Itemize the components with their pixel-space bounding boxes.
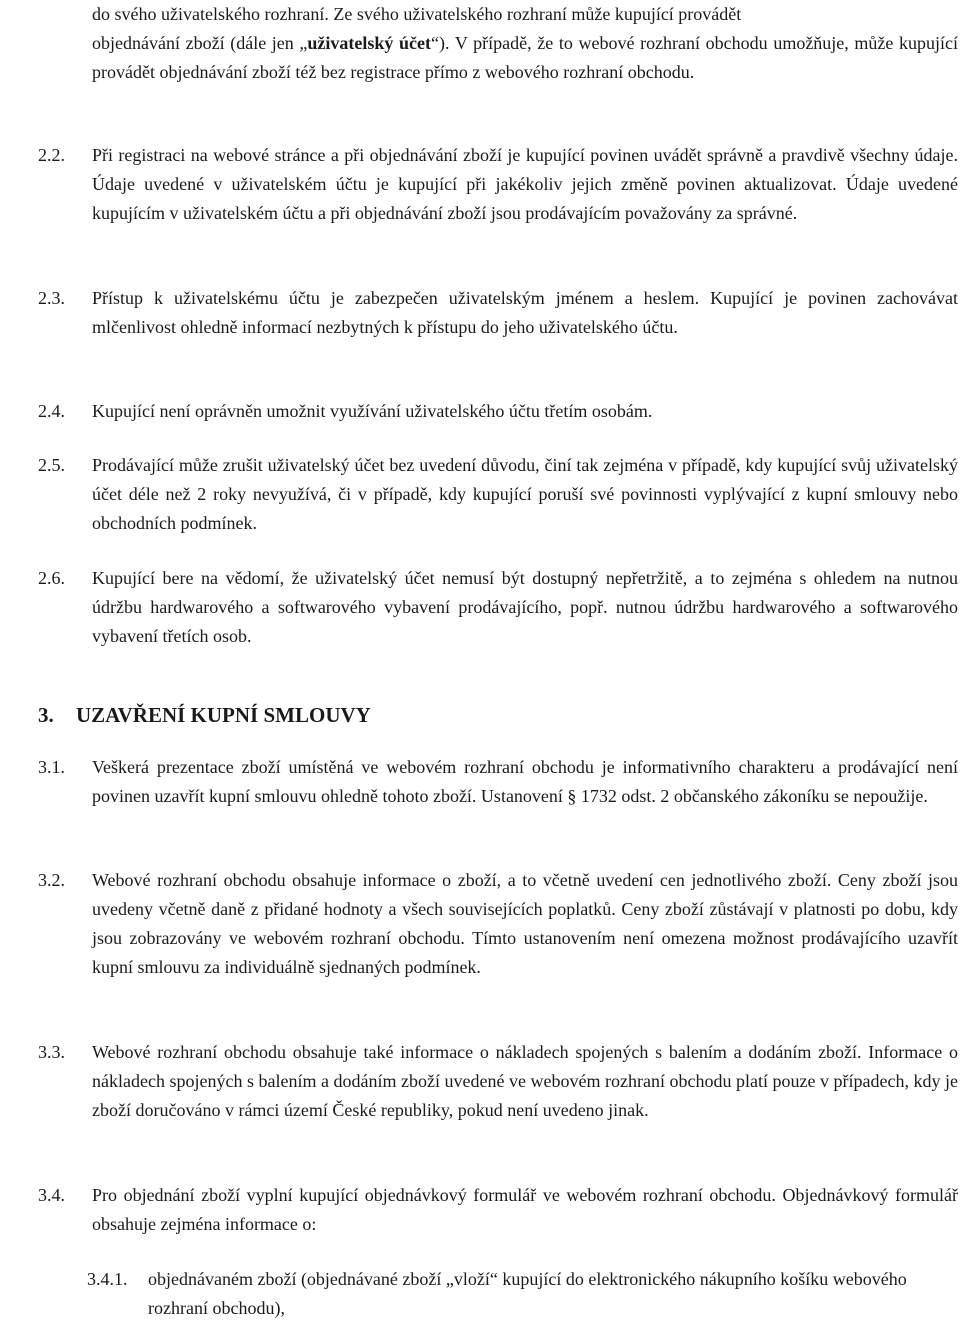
clause-3-2 [38, 866, 958, 982]
clause-number: 2.4. [38, 401, 65, 421]
clause-text: Prodávající může zrušit uživatelský účet bez uvedení důvodu, činí tak zejména v případě, kdy kupující svůj uživatelský účet déle než 2 roky nevyužívá, či v případě, kdy kupující poruší své povinnosti vyplývající z kupní smlouvy nebo obchodních podmínek. [92, 455, 958, 533]
clause-number: 2.6. [38, 568, 65, 588]
clause-text: Veškerá prezentace zboží umístěná ve webovém rozhraní obchodu je informativního charakteru a prodávající není povinen uzavřít kupní smlouvu ohledně tohoto zboží. Ustanovení § 1732 odst. 2 občanského zákoníku se nepoužije. [92, 757, 958, 806]
section-heading-3 [38, 700, 918, 730]
clause-text: Přístup k uživatelskému účtu je zabezpečen uživatelským jménem a heslem. Kupující je povinen zachovávat mlčenlivost ohledně informací nezbytných k přístupu do jeho uživatelského účtu. [92, 288, 958, 337]
intro-paragraph [92, 0, 958, 87]
intro-line2-pre: objednávání zboží (dále jen „ [92, 33, 308, 53]
clause-3-4 [38, 1181, 958, 1239]
clause-2-4 [38, 397, 958, 426]
section-title: UZAVŘENÍ KUPNÍ SMLOUVY [76, 703, 371, 727]
intro-line1: do svého uživatelského rozhraní. Ze svého uživatelského rozhraní může kupující provádět [92, 4, 742, 24]
clause-text: Kupující není oprávněn umožnit využívání uživatelského účtu třetím osobám. [92, 401, 653, 421]
clause-2-3 [38, 284, 958, 342]
clause-text: Při registraci na webové stránce a při objednávání zboží je kupující povinen uvádět správně a pravdivě všechny údaje. Údaje uvedené v uživatelském účtu je kupující při jakékoliv jejich změně povinen aktualizovat. Údaje uvedené kupujícím v uživatelském účtu a při objednávání zboží jsou prodávajícím považovány za správné. [92, 145, 958, 223]
clause-3-3 [38, 1038, 958, 1125]
clause-number: 2.5. [38, 455, 65, 475]
clause-number: 3.1. [38, 757, 65, 777]
clause-number: 3.2. [38, 870, 65, 890]
clause-number: 2.2. [38, 145, 65, 165]
clause-3-4-1 [87, 1265, 958, 1323]
clause-2-2 [38, 141, 958, 228]
clause-number: 2.3. [38, 288, 65, 308]
clause-2-5 [38, 451, 958, 538]
clause-text: Webové rozhraní obchodu obsahuje informace o zboží, a to včetně uvedení cen jednotlivého zboží. Ceny zboží jsou uvedeny včetně daně z přidané hodnoty a všech souvisejících poplatků. Ceny zboží zůstávají v platnosti po dobu, kdy jsou zobrazovány ve webovém rozhraní obchodu. Tímto ustanovením není omezena možnost prodávajícího uzavřít kupní smlouvu za individuálně sjednaných podmínek. [92, 870, 958, 977]
section-number: 3. [38, 703, 54, 727]
intro-rest: umožňuje, může kupující provádět objednávání zboží též bez registrace přímo z webového rozhraní obchodu. [92, 33, 959, 82]
clause-number: 3.4. [38, 1185, 65, 1205]
clause-text: objednávaném zboží (objednávané zboží „vloží“ kupující do elektronického nákupního košíku webového rozhraní obchodu), [148, 1269, 907, 1318]
intro-line2-post: “). V případě, že to webové rozhraní obchodu [431, 33, 768, 53]
defined-term-user-account: uživatelský účet [307, 33, 432, 53]
clause-text: Webové rozhraní obchodu obsahuje také informace o nákladech spojených s balením a dodáním zboží. Informace o nákladech spojených s balením a dodáním zboží uvedené ve webovém rozhraní obchodu platí pouze v případech, kdy je zboží doručováno v rámci území České republiky, pokud není uvedeno jinak. [92, 1042, 958, 1120]
clause-text: Pro objednání zboží vyplní kupující objednávkový formulář ve webovém rozhraní obchodu. Objednávkový formulář obsahuje zejména informace o: [92, 1185, 958, 1234]
clause-2-6 [38, 564, 958, 651]
clause-number: 3.3. [38, 1042, 65, 1062]
clause-text: Kupující bere na vědomí, že uživatelský účet nemusí být dostupný nepřetržitě, a to zejména s ohledem na nutnou údržbu hardwarového a softwarového vybavení prodávajícího, popř. nutnou údržbu hardwarového a softwarového vybavení třetích osob. [92, 568, 958, 646]
clause-3-1 [38, 753, 958, 811]
clause-number: 3.4.1. [87, 1269, 128, 1289]
